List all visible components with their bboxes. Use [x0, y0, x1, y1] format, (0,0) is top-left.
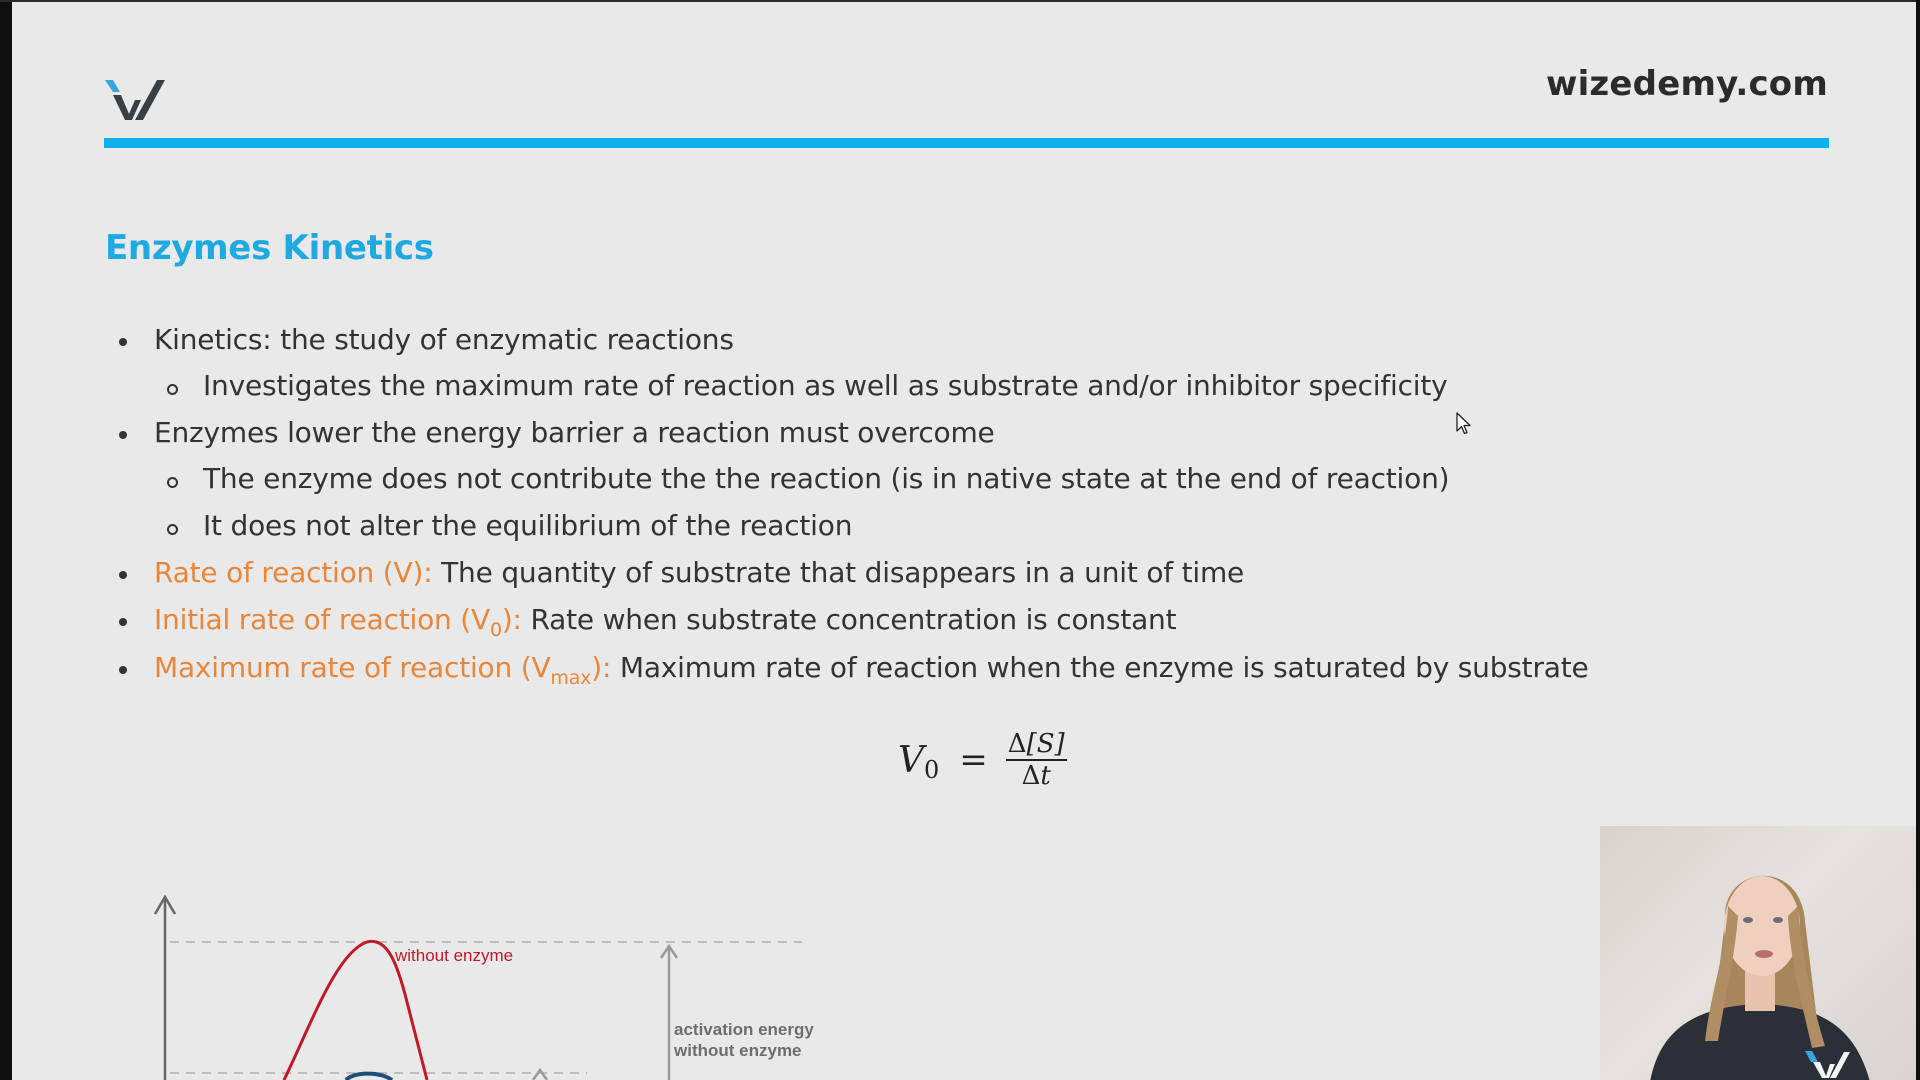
wizedemy-logo-icon: [105, 78, 167, 122]
sub-bullet-circle: [167, 384, 178, 395]
right-frame-edge: [1916, 0, 1920, 1080]
term-max-rate-sub: max: [550, 667, 592, 689]
bullet-text: Enzymes lower the energy barrier a reaction must overcome: [154, 416, 995, 449]
formula-numerator: [1006, 729, 1067, 761]
site-name: wizedemy.com: [1545, 64, 1828, 104]
formula-lhs: V: [898, 739, 924, 781]
formula-equals: =: [959, 740, 988, 780]
presenter-figure-icon: [1600, 826, 1916, 1080]
sub-bullet-text: The enzyme does not contribute the the reaction (is in native state at the end of reaction): [203, 462, 1450, 495]
bullet-text: Kinetics: the study of enzymatic reactions: [154, 323, 734, 356]
formula-lhs-sub: 0: [924, 756, 940, 784]
numerator-delta: Δ: [1007, 729, 1027, 759]
bullet-dot: [119, 431, 127, 439]
label-activation-energy: activation energy without enzyme: [674, 1020, 814, 1060]
term-initial-rate-post: ):: [501, 603, 522, 636]
bullet-definition-max-rate: [154, 651, 1589, 689]
slide: [12, 2, 1916, 1080]
label-without-enzyme: without enzyme: [395, 946, 514, 965]
bullet-dot: [119, 666, 127, 674]
term-initial-rate-sub: 0: [489, 619, 502, 641]
presenter-webcam: [1600, 826, 1916, 1080]
term-rate: Rate of reaction (V):: [154, 556, 433, 589]
sub-bullet-circle: [167, 524, 178, 535]
term-max-rate-post: ):: [591, 651, 612, 684]
mouse-cursor-icon: [1456, 412, 1472, 436]
bullet-dot: [119, 571, 127, 579]
slide-title: Enzymes Kinetics: [105, 228, 434, 268]
bullet-definition-initial-rate: [154, 603, 1177, 641]
denominator-var: t: [1040, 761, 1051, 791]
numerator-var: [S]: [1026, 729, 1065, 759]
sub-bullet-circle: [167, 477, 178, 488]
rate-formula: [898, 728, 1067, 792]
term-initial-rate-pre: Initial rate of reaction (V: [154, 603, 490, 636]
denominator-delta: Δ: [1021, 761, 1041, 791]
term-max-rate-pre: Maximum rate of reaction (V: [154, 651, 551, 684]
definition-max-rate: Maximum rate of reaction when the enzyme is saturated by substrate: [611, 651, 1589, 684]
formula-denominator: [1022, 761, 1051, 791]
sub-bullet-text: It does not alter the equilibrium of the reaction: [203, 509, 853, 542]
term-initial-rate: [154, 603, 522, 641]
definition-rate: The quantity of substrate that disappears in a unit of time: [432, 556, 1245, 589]
header-accent-bar: [104, 138, 1829, 148]
sub-bullet-text: Investigates the maximum rate of reaction as well as substrate and/or inhibitor specificity: [203, 369, 1448, 402]
definition-initial-rate: Rate when substrate concentration is constant: [521, 603, 1177, 636]
bullet-dot: [119, 618, 127, 626]
formula-fraction: [1006, 729, 1067, 791]
term-max-rate: [154, 651, 612, 689]
bullet-definition-rate: [154, 556, 1244, 589]
bullet-dot: [119, 338, 127, 346]
